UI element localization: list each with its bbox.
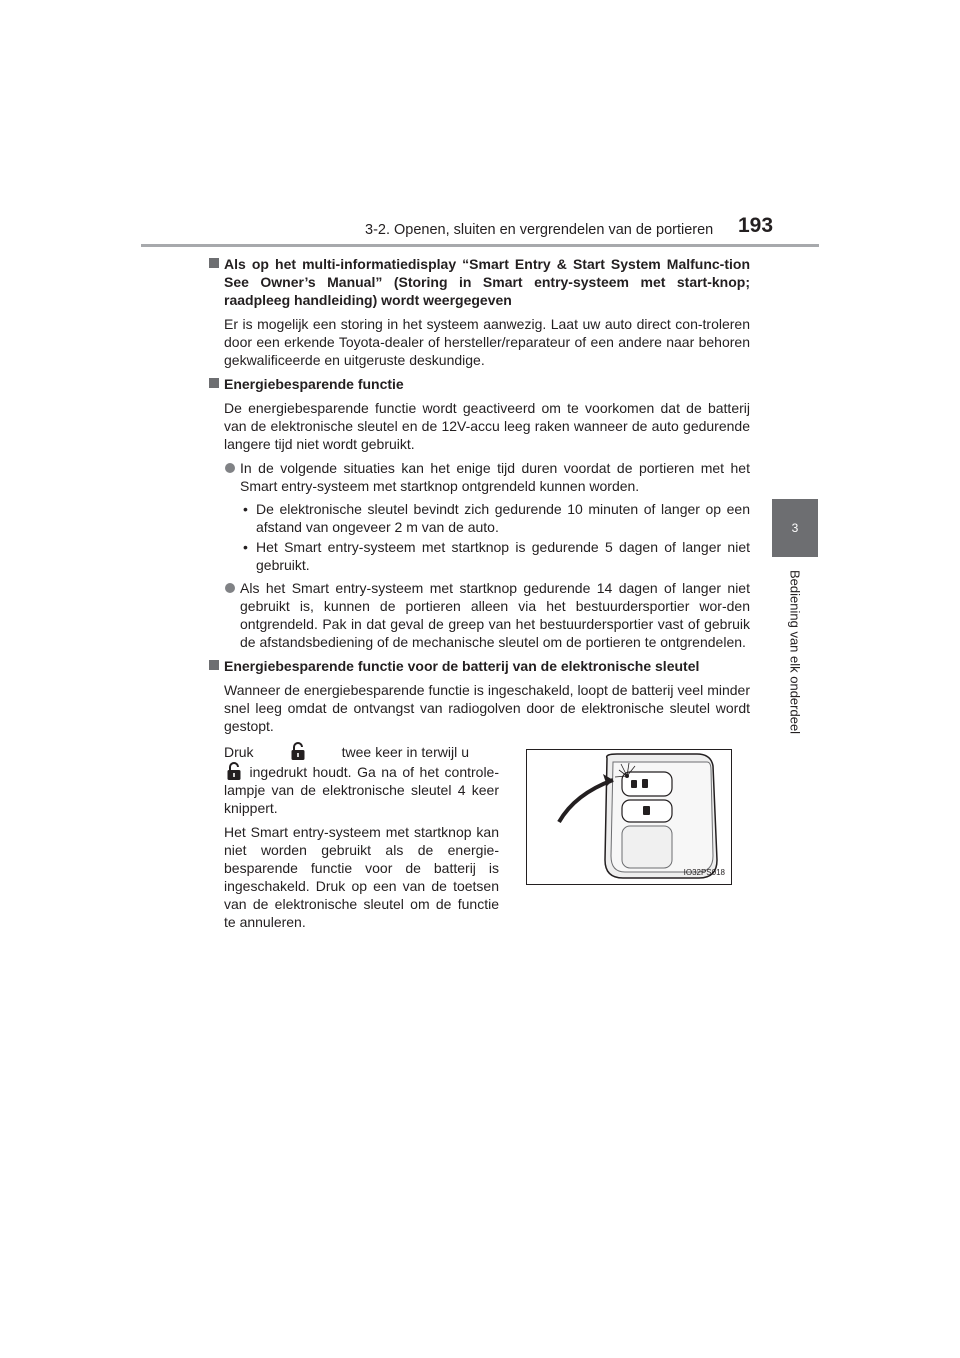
figure-code: IO32PS018 — [683, 868, 725, 877]
heading-text: Als op het multi-informatiedisplay “Smart Entry & Start System Malfunc-tion See Owner’s Manual” (Storing in Smart entry-systeem met start-knop; raadpleeg handleiding) wordt weergegeven — [224, 256, 750, 308]
section-key-battery — [208, 657, 750, 941]
paragraph: De energiebesparende functie wordt geactiveerd om te voorkomen dat de batterij van de elektronische sleutel en de 12V-accu leeg raken wanneer de auto gedurende langere tijd niet wordt gebruikt. — [224, 400, 750, 452]
square-bullet-icon — [209, 378, 219, 388]
item-text: Als het Smart entry-systeem met startknop gedurende 14 dagen of langer niet gebruikt is, kunnen de portieren alleen via het bestuurdersportier wor-den ontgrendeld. Pak in dat geval de greep van het bestuurdersportier vast of gebruik de afstandsbediening of de mechanische sleutel om de portieren te ontgrendelen. — [240, 580, 750, 650]
bullet-mark: • — [243, 539, 248, 555]
chapter-side-label: Bediening van elk onderdeel — [787, 570, 803, 735]
section-heading — [208, 375, 750, 393]
dot-list-item — [208, 579, 750, 651]
lock-icon — [226, 761, 242, 781]
cancel-instruction: Het Smart entry-systeem met startknop kan niet worden gebruikt als de energie-besparende functie voor de batterij is ingeschakeld. Druk op een van de toetsen van de elektronische sleutel om de functie te annuleren. — [224, 824, 499, 930]
page-number: 193 — [738, 214, 774, 237]
header-divider — [141, 244, 819, 247]
bullet-mark: • — [243, 501, 248, 517]
paragraph: Wanneer de energiebesparende functie is ingeschakeld, loopt de batterij veel minder snel leeg omdat de ontvangst van radiogolven door de elektronische sleutel wordt gestopt. — [224, 682, 750, 734]
circle-bullet-icon — [225, 583, 235, 593]
item-text: De elektronische sleutel bevindt zich gedurende 10 minuten of langer op een afstand van ongeveer 2 m van de auto. — [256, 501, 750, 535]
key-fob-illustration — [526, 749, 732, 885]
section-malfunction — [208, 255, 750, 369]
page-content — [208, 255, 750, 947]
section-energy-saving — [208, 375, 750, 651]
item-text: In de volgende situaties kan het enige tijd duren voordat de portieren met het Smart entry-systeem met startknop ontgrendeld kunnen worden. — [240, 460, 750, 494]
heading-text: Energiebesparende functie — [224, 376, 404, 392]
sub-list-item — [208, 500, 750, 536]
lock-icon — [290, 741, 306, 761]
section-heading — [208, 657, 750, 675]
instruction-text — [224, 741, 499, 937]
instruction-with-figure — [208, 741, 750, 941]
item-text: Het Smart entry-systeem met startknop is gedurende 5 dagen of langer niet gebruikt. — [256, 539, 750, 573]
paragraph: Er is mogelijk een storing in het systeem aanwezig. Laat uw auto direct con-troleren door een erkende Toyota-dealer of hersteller/reparateur of een andere naar behoren gekwalificeerde en uitgeruste deskundige. — [224, 316, 750, 368]
chapter-tab: 3 — [772, 499, 818, 557]
sub-list-item — [208, 538, 750, 574]
square-bullet-icon — [209, 258, 219, 268]
square-bullet-icon — [209, 660, 219, 670]
header-title: 3-2. Openen, sluiten en vergrendelen van de portieren — [365, 222, 714, 238]
circle-bullet-icon — [225, 463, 235, 473]
heading-text: Energiebesparende functie voor de batterij van de elektronische sleutel — [224, 658, 700, 674]
section-heading — [208, 255, 750, 309]
press-instruction: Druk twee keer in terwijl u ingedrukt houdt. Ga na of het controle-lampje van de elektronische sleutel 4 keer knippert. — [224, 741, 499, 817]
dot-list-item — [208, 459, 750, 495]
